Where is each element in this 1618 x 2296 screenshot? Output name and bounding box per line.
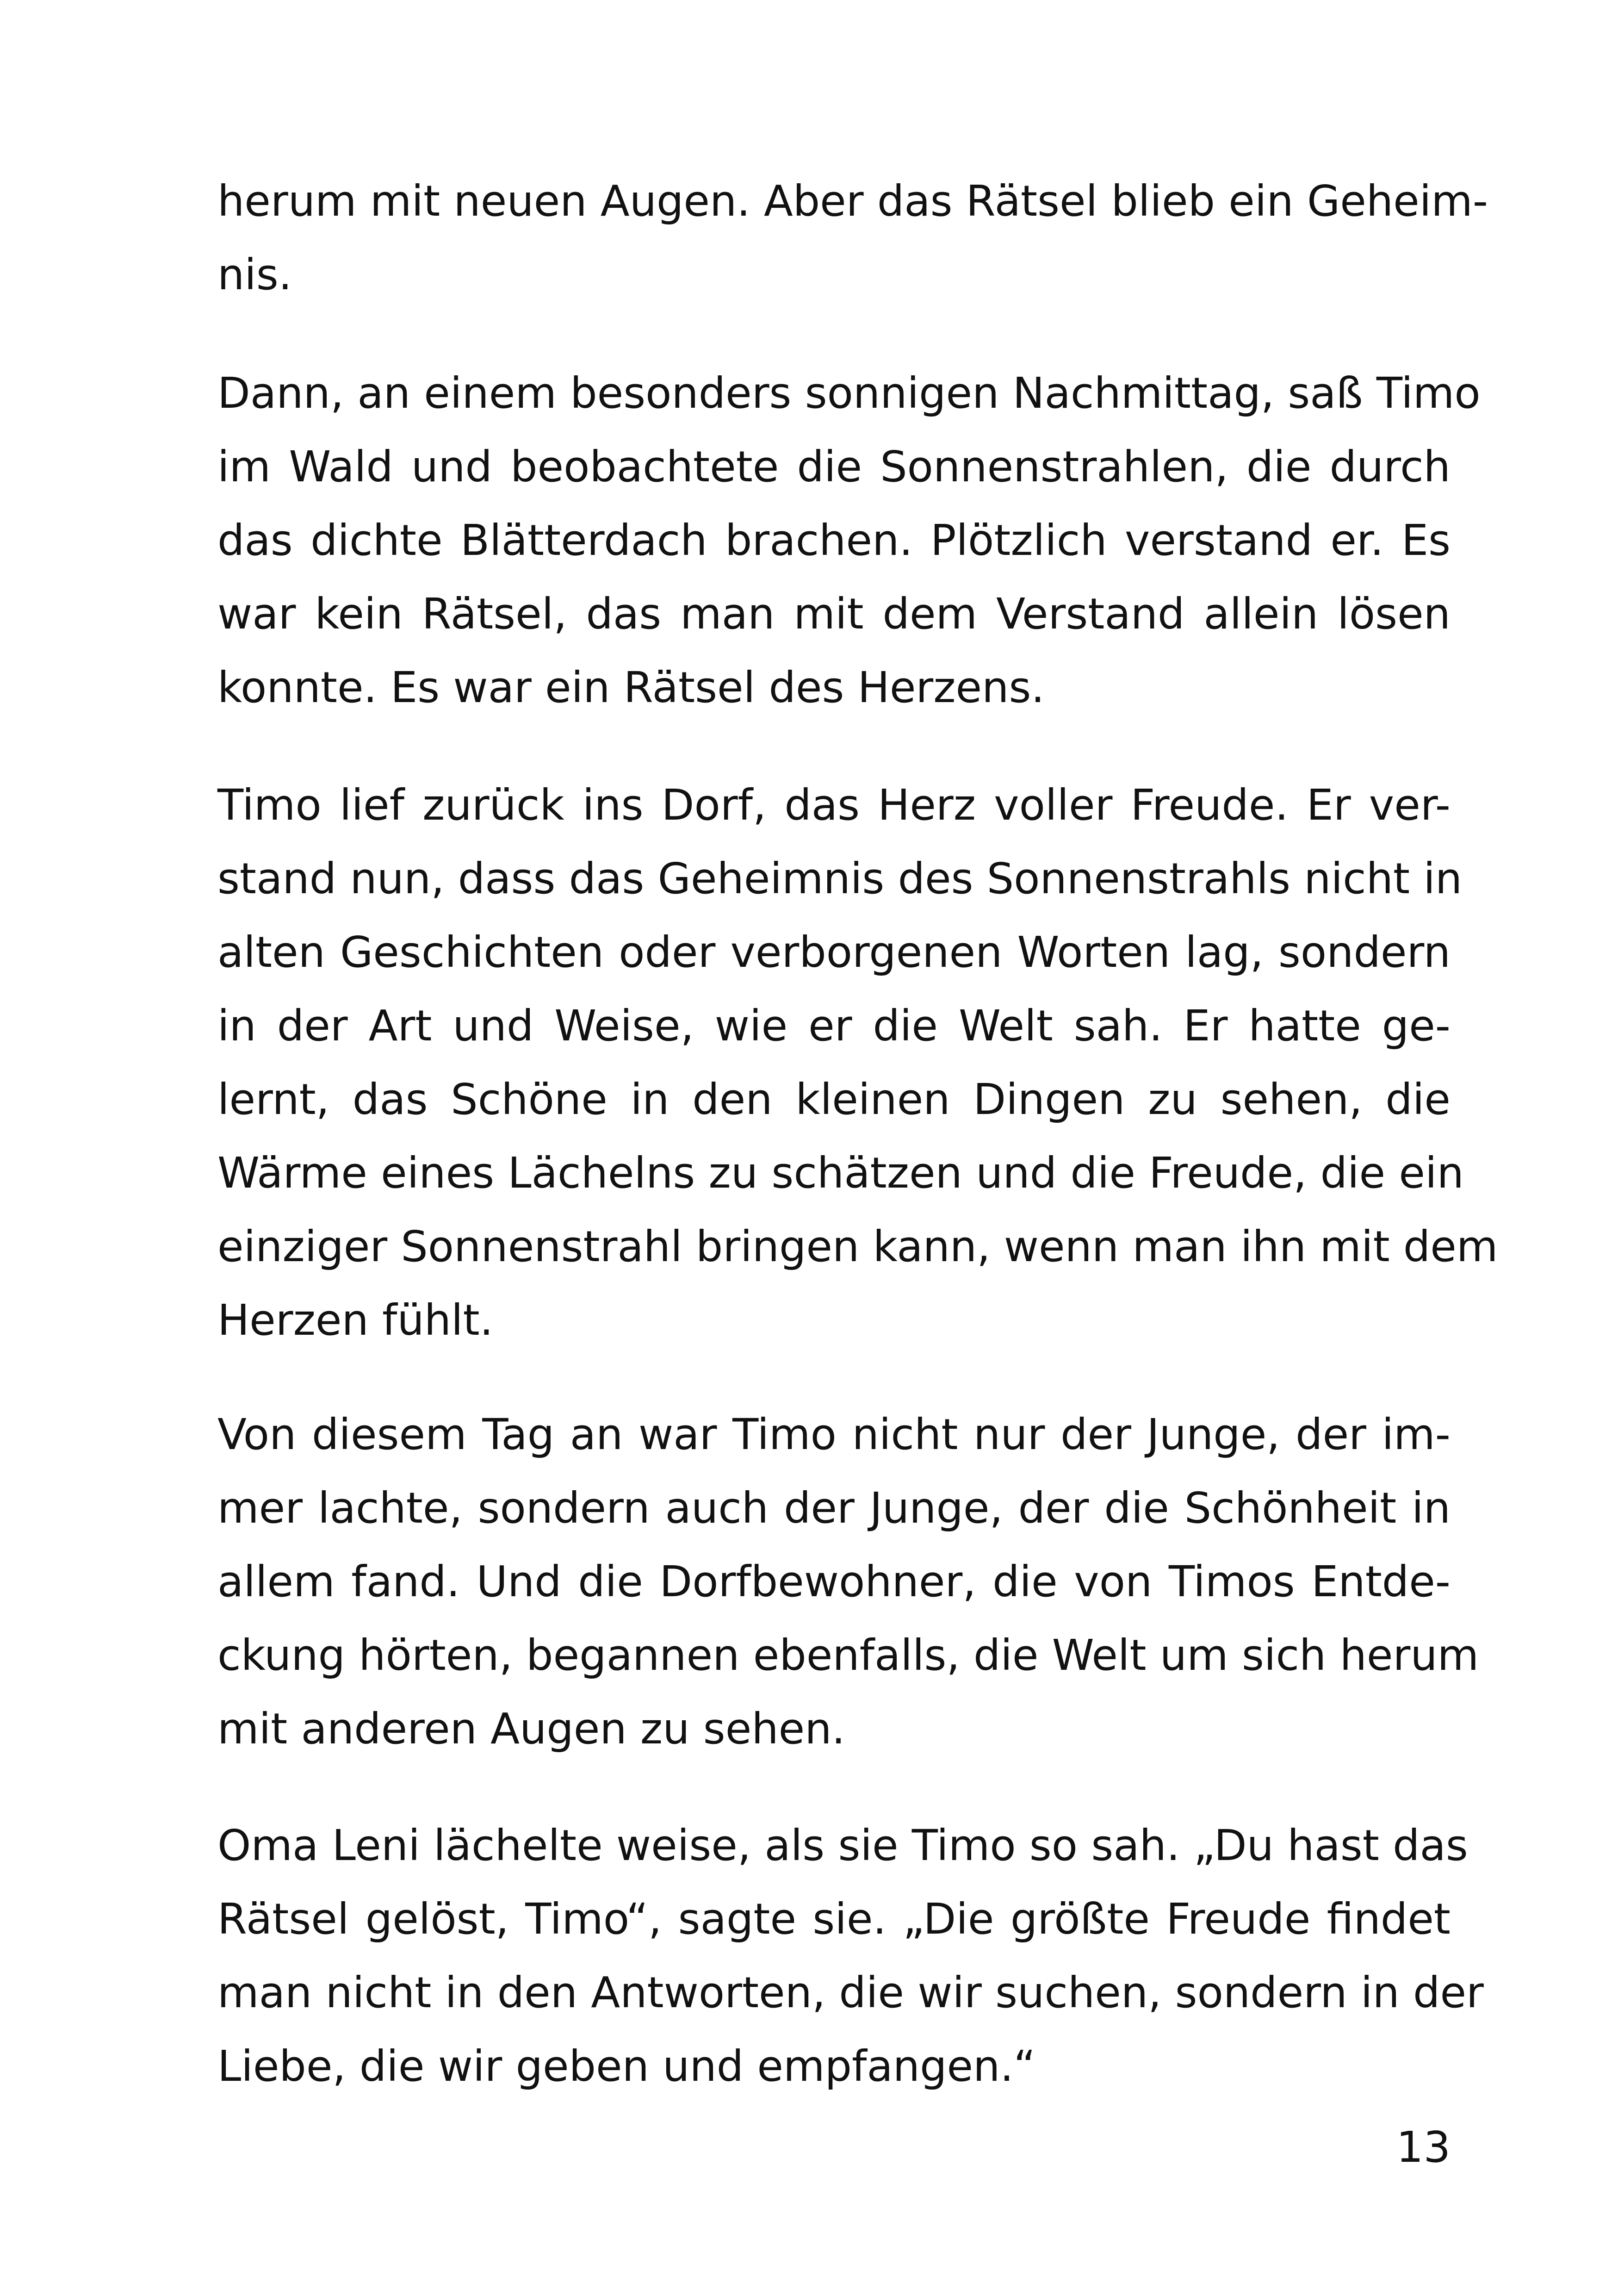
text-line: ckung hörten, begannen ebenfalls, die Welt um sich herum — [217, 1630, 1479, 1680]
text-line: Liebe, die wir geben und empfangen.“ — [217, 2041, 1036, 2091]
text-line: in der Art und Weise, wie er die Welt sah. Er hatte ge- — [217, 1001, 1451, 1051]
text-line: lernt, das Schöne in den kleinen Dingen zu sehen, die — [217, 1075, 1451, 1124]
text-line: allem fand. Und die Dorfbewohner, die von Timos Entde- — [217, 1557, 1451, 1606]
text-line: herum mit neuen Augen. Aber das Rätsel blieb ein Geheim- — [217, 176, 1488, 226]
paragraph-3 — [217, 768, 1498, 1357]
text-line: war kein Rätsel, das man mit dem Verstand allein lösen — [217, 589, 1451, 639]
text-line: im Wald und beobachtete die Sonnenstrahlen, die durch — [217, 442, 1451, 492]
text-line: Herzen fühlt. — [217, 1295, 493, 1345]
text-line: Timo lief zurück ins Dorf, das Herz voller Freude. Er ver- — [217, 780, 1451, 830]
text-line: alten Geschichten oder verborgenen Worten lag, sondern — [217, 927, 1451, 977]
text-line: man nicht in den Antworten, die wir suchen, sondern in der — [217, 1968, 1484, 2017]
text-line: Oma Leni lächelte weise, als sie Timo so sah. „Du hast das — [217, 1821, 1468, 1870]
paragraph-1 — [217, 164, 1488, 311]
text-line: Dann, an einem besonders sonnigen Nachmittag, saß Timo — [217, 368, 1481, 418]
text-line: mit anderen Augen zu sehen. — [217, 1704, 845, 1754]
paragraph-2 — [217, 356, 1481, 724]
text-line: Rätsel gelöst, Timo“, sagte sie. „Die größte Freude findet — [217, 1894, 1451, 1944]
paragraph-5 — [217, 1809, 1484, 2103]
text-line: stand nun, dass das Geheimnis des Sonnenstrahls nicht in — [217, 854, 1463, 903]
text-line: nis. — [217, 250, 292, 299]
text-line: mer lachte, sondern auch der Junge, der die Schönheit in — [217, 1483, 1451, 1533]
text-line: das dichte Blätterdach brachen. Plötzlich verstand er. Es — [217, 516, 1451, 565]
text-line: Wärme eines Lächelns zu schätzen und die Freude, die ein — [217, 1148, 1464, 1198]
text-line: einziger Sonnenstrahl bringen kann, wenn man ihn mit dem — [217, 1222, 1498, 1271]
text-line: Von diesem Tag an war Timo nicht nur der Junge, der im- — [217, 1410, 1451, 1459]
paragraph-4 — [217, 1398, 1479, 1766]
page-number: 13 — [1396, 2122, 1451, 2172]
text-line: konnte. Es war ein Rätsel des Herzens. — [217, 663, 1045, 712]
